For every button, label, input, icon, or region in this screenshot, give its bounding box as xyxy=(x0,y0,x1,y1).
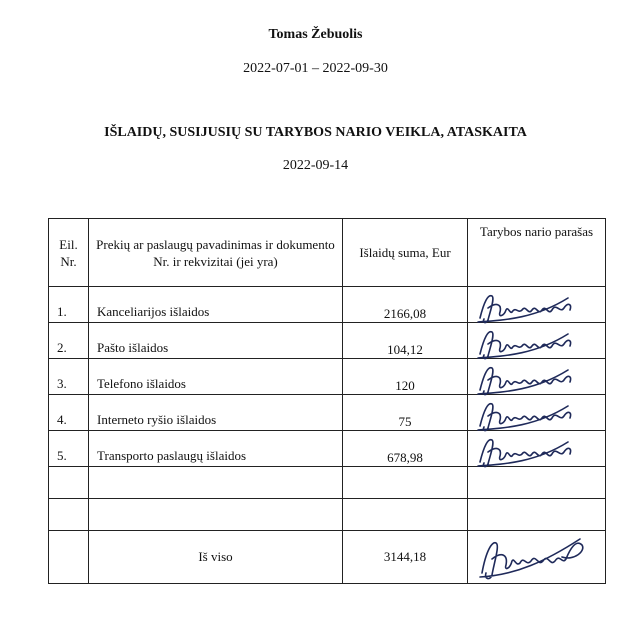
signature-stroke xyxy=(480,539,583,579)
expense-table xyxy=(48,218,606,584)
empty-cell xyxy=(343,467,468,499)
empty-cell xyxy=(89,467,343,499)
row-description: Transporto paslaugų išlaidos xyxy=(89,431,343,467)
signature-stroke xyxy=(478,440,571,467)
row-signature xyxy=(468,431,606,467)
row-number: 5. xyxy=(49,431,89,467)
table-row-empty xyxy=(49,499,606,531)
row-number: 4. xyxy=(49,395,89,431)
table-row xyxy=(49,395,606,431)
row-description: Kanceliarijos išlaidos xyxy=(89,287,343,323)
row-description: Interneto ryšio išlaidos xyxy=(89,395,343,431)
row-amount: 2166,08 xyxy=(343,287,468,323)
signature-stroke xyxy=(478,296,571,323)
row-signature xyxy=(468,395,606,431)
handwritten-signature xyxy=(474,531,588,583)
empty-cell xyxy=(49,531,89,584)
col-header-signature: Tarybos nario parašas xyxy=(468,219,606,287)
row-description: Telefono išlaidos xyxy=(89,359,343,395)
handwritten-signature xyxy=(474,288,578,326)
signature-stroke xyxy=(478,332,571,359)
report-date: 2022-09-14 xyxy=(282,158,349,173)
table-row xyxy=(49,431,606,467)
table-row xyxy=(49,359,606,395)
col-header-amount: Išlaidų suma, Eur xyxy=(343,219,468,287)
row-signature xyxy=(468,359,606,395)
empty-cell xyxy=(49,467,89,499)
empty-cell xyxy=(468,467,606,499)
total-amount: 3144,18 xyxy=(343,531,468,584)
row-number: 3. xyxy=(49,359,89,395)
col-header-description: Prekių ar paslaugų pavadinimas ir dokumento Nr. ir rekvizitai (jei yra) xyxy=(89,219,343,287)
empty-cell xyxy=(468,499,606,531)
handwritten-signature xyxy=(474,432,578,470)
handwritten-signature xyxy=(474,396,578,434)
empty-cell xyxy=(89,499,343,531)
total-signature xyxy=(468,531,606,584)
row-signature xyxy=(468,323,606,359)
col-header-no: Eil. Nr. xyxy=(49,219,89,287)
handwritten-signature xyxy=(474,360,578,398)
report-period: 2022-07-01 – 2022-09-30 xyxy=(243,61,388,76)
handwritten-signature xyxy=(474,324,578,362)
signature-stroke xyxy=(478,404,571,431)
row-number: 2. xyxy=(49,323,89,359)
empty-cell xyxy=(49,499,89,531)
row-signature xyxy=(468,287,606,323)
report-title: IŠLAIDŲ, SUSIJUSIŲ SU TARYBOS NARIO VEIKLA, ATASKAITA xyxy=(104,125,527,140)
row-amount: 678,98 xyxy=(343,431,468,467)
total-row xyxy=(49,531,606,584)
table-row xyxy=(49,323,606,359)
table-header-row xyxy=(49,219,606,287)
table-row xyxy=(49,287,606,323)
row-amount: 120 xyxy=(343,359,468,395)
author-name: Tomas Žebuolis xyxy=(268,27,363,42)
row-number: 1. xyxy=(49,287,89,323)
signature-stroke xyxy=(478,368,571,395)
empty-cell xyxy=(343,499,468,531)
total-label: Iš viso xyxy=(89,531,343,584)
table-row-empty xyxy=(49,467,606,499)
row-amount: 75 xyxy=(343,395,468,431)
row-amount: 104,12 xyxy=(343,323,468,359)
row-description: Pašto išlaidos xyxy=(89,323,343,359)
